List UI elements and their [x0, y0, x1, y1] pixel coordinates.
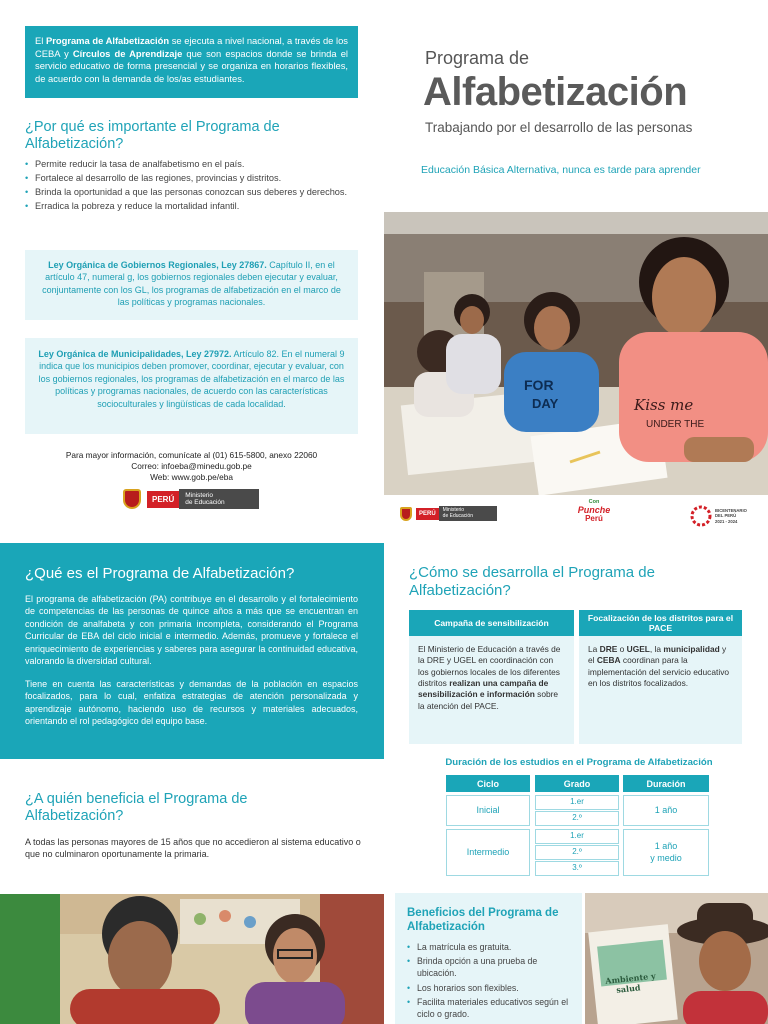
who-text: A todas las personas mayores de 15 años que no accedieron al sistema educativo o que no culminaron oportunamente la primaria.	[25, 837, 361, 860]
intro-bold-program: Programa de Alfabetización	[45, 35, 170, 46]
cover-title-small: Programa de	[425, 48, 530, 68]
law-municipal-box	[25, 338, 358, 434]
minedu-logo-small	[400, 506, 497, 521]
why-list	[25, 158, 358, 214]
what-paragraph-2: Tiene en cuenta las características y demandas de la población en espacios focalizados, para lo cual, enfatiza estrategias de atención personalizada y aprendizaje autónomo, haciendo uso de recursos y materiales adecuados, orientando el rol pedagógico del equipo base.	[25, 679, 358, 727]
book-title: salud	[615, 982, 641, 995]
step-campaign-body: El Ministerio de Educación a través de la DRE y UGEL en coordinación con los gobiernos locales de los diferentes distritos realizan una campaña de sensibilización e información sobre la atención del PACE.	[409, 636, 574, 744]
cycle-inicial: Inicial	[446, 795, 530, 826]
bicentennial-icon	[690, 505, 712, 527]
intro-text: El	[35, 35, 46, 46]
law-regional-box	[25, 250, 358, 320]
ministry-label: Ministerio de Educación	[179, 489, 259, 509]
benefits-list	[407, 941, 570, 1021]
shirt-text: FOR	[524, 377, 554, 393]
list-item: • Facilita materiales educativos según el ciclo o grado.	[407, 996, 570, 1021]
woman-with-book-illustration	[585, 893, 768, 1024]
law-municipal-title: Ley Orgánica de Municipalidades, Ley 27972.	[38, 349, 232, 359]
grade-cell: 2.º	[535, 845, 619, 860]
peru-label: PERÚ	[416, 508, 439, 520]
intro-bold-circles: Círculos de Aprendizaje	[72, 47, 183, 59]
list-item: • Fortalece al desarrollo de las regiones, provincias y distritos.	[25, 172, 358, 185]
list-item: • Brinda la oportunidad a que las personas conozcan sus deberes y derechos.	[25, 186, 358, 199]
law-regional-title: Ley Orgánica de Gobiernos Regionales, Ley 27867.	[48, 260, 267, 270]
grade-cell: 1.er	[535, 829, 619, 844]
cover-photo	[384, 212, 768, 495]
list-item: • Permite reducir la tasa de analfabetismo en el país.	[25, 158, 358, 171]
benefits-heading: Beneficios del Programa de Alfabetización	[407, 907, 559, 933]
coat-of-arms-icon	[400, 507, 412, 521]
list-item: • Los horarios son flexibles.	[407, 982, 570, 994]
grade-cell: 1.er	[535, 795, 619, 810]
cycle-intermedio: Intermedio	[446, 829, 530, 876]
what-heading: ¿Qué es el Programa de Alfabetización?	[25, 565, 295, 582]
grade-cell: 3.º	[535, 861, 619, 876]
contact-web[interactable]: Web: www.gob.pe/eba	[150, 471, 233, 482]
intro-box	[25, 26, 358, 98]
law-regional-text: Capítulo II, en el artículo 47, numeral g, los gobiernos regionales deben ejecutar y evaluar, conjuntamente con los GL, los programas de alfabetización en el marco de las políticas y programas nacionales.	[42, 260, 341, 308]
duration-title: Duración de los estudios en el Programa de Alfabetización	[445, 757, 713, 768]
intro-text: se ejecuta a nivel nacional, a través de los CEBA y	[35, 35, 348, 59]
contact-email[interactable]: Correo: infoeba@minedu.gob.pe	[131, 460, 252, 471]
shirt-text: Kiss me	[634, 396, 694, 414]
why-heading: ¿Por qué es importante el Programa de Alfabetización?	[25, 119, 280, 153]
bottom-right-photo	[585, 893, 768, 1024]
duration-inicial: 1 año	[623, 795, 709, 826]
step-focus-header: Focalización de los distritos para el PACE	[579, 610, 742, 636]
step-focus-body: La DRE o UGEL, la municipalidad y el CEBA coordinan para la implementación del servicio educativo en los distritos focalizados.	[579, 636, 742, 744]
benefits-box	[395, 893, 582, 1024]
intro-text: que son espacios donde se brinda el servicio educativo de forma presencial y se organiza en horarios flexibles, de acuerdo con la demanda de los/as estudiantes.	[35, 47, 348, 84]
minedu-logo	[123, 489, 259, 509]
list-item: • Erradica la pobreza y reduce la mortalidad infantil.	[25, 200, 358, 213]
bottom-left-photo	[0, 894, 384, 1024]
cover-title: Alfabetización	[423, 70, 688, 114]
who-heading: ¿A quién beneficia el Programa de Alfabetización?	[25, 791, 248, 825]
how-heading: ¿Cómo se desarrolla el Programa de Alfabetización?	[409, 564, 655, 599]
grade-cell: 2.º	[535, 811, 619, 826]
con-punche-peru-logo: Con Punche Perú	[577, 499, 611, 523]
step-campaign-header: Campaña de sensibilización	[409, 610, 574, 636]
what-paragraph-1: El programa de alfabetización (PA) contribuye en el desarrollo y el fortalecimiento de competencias de las personas de quince años a más que se encuentran en condición de analfabeta y con primaria incompleta, considerando el Programa Curricular de EBA del ciclo inicial e intermedio. Además, promueve y fortalece el enriquecimiento de experiencias y saberes para asegurar la continuidad educativa, valorando la diversidad cultural.	[25, 594, 358, 667]
shirt-text: DAY	[532, 396, 559, 411]
adult-students-illustration	[0, 894, 384, 1024]
ministry-label: Ministerio de Educación	[439, 506, 497, 521]
duration-intermedio: 1 año y medio	[623, 829, 709, 876]
coat-of-arms-icon	[123, 489, 141, 509]
peru-label: PERÚ	[147, 491, 179, 508]
cover-tagline: Educación Básica Alternativa, nunca es tarde para aprender	[421, 164, 701, 176]
contact-phone: Para mayor información, comunícate al (01) 615-5800, anexo 22060	[65, 450, 318, 460]
list-item: • Brinda opción a una prueba de ubicación.	[407, 955, 570, 980]
duration-header-duration: Duración	[623, 775, 709, 792]
cover-subtitle: Trabajando por el desarrollo de las personas	[425, 120, 693, 135]
women-studying-illustration	[384, 212, 768, 495]
bicentennial-logo: BICENTENARIO DEL PERÚ 2021 - 2024	[690, 505, 747, 527]
duration-header-grade: Grado	[535, 775, 619, 792]
list-item: • La matrícula es gratuita.	[407, 941, 570, 953]
what-section	[0, 543, 384, 759]
shirt-text: UNDER THE	[646, 419, 705, 430]
contact-info	[25, 450, 358, 482]
book-title: Ambiente y	[604, 970, 657, 986]
duration-header-cycle: Ciclo	[446, 775, 530, 792]
law-municipal-text: Artículo 82. En el numeral 9 indica que los municipios deben promover, coordinar, ejecutar y evaluar, con los gobiernos regionales, los programas de alfabetización en el marco de las políticas y programas nacionales, de acuerdo con las características socioculturales y lingüísticas de cada localidad.	[38, 349, 345, 409]
